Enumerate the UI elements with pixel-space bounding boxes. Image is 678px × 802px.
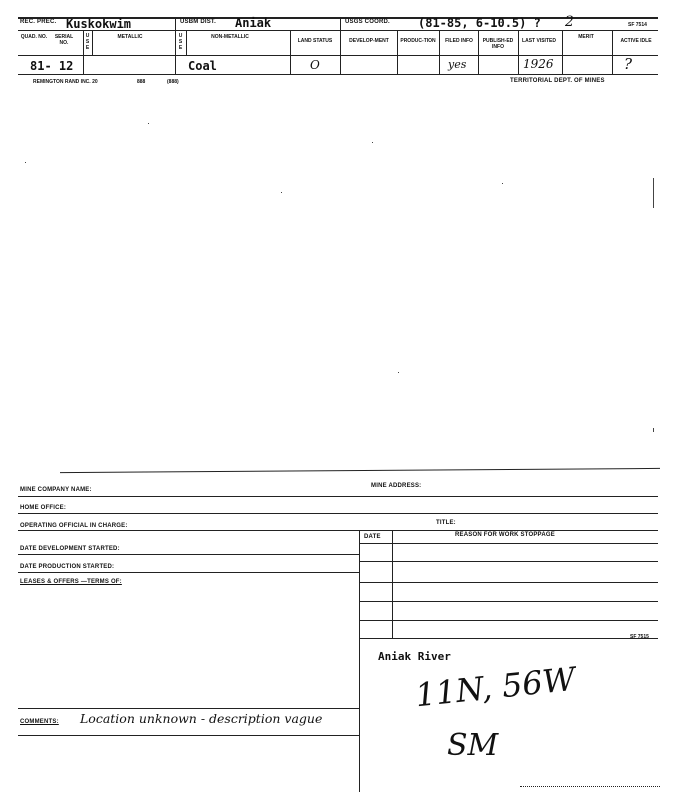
mine-company-name-label: MINE COMPANY NAME: (20, 487, 92, 493)
scan-speck (398, 372, 399, 373)
usgs-coord-value: (81-85, 6-10.5) ? (418, 16, 541, 30)
usgs-coord-mark: 2 (565, 14, 574, 30)
operating-official-label: OPERATING OFFICIAL IN CHARGE: (20, 523, 128, 529)
rule (18, 530, 658, 531)
divider (392, 530, 393, 638)
divider (397, 30, 398, 75)
rec-prec-label: REC. PREC. (20, 19, 57, 25)
col-merit: MERIT (578, 34, 594, 40)
location-hand-2: SM (447, 728, 499, 763)
col-development: DEVELOP-MENT (349, 38, 389, 44)
divider (612, 30, 613, 75)
comments-label: COMMENTS: (20, 719, 59, 725)
usgs-coord-label: USGS COORD. (345, 19, 390, 25)
scan-speck (653, 428, 654, 432)
rule (18, 496, 658, 497)
printer-code-2: (888) (167, 79, 179, 85)
col-serial-no: SERIAL NO. (54, 34, 74, 46)
divider (186, 30, 187, 55)
divider (562, 30, 563, 75)
col-metallic: METALLIC (117, 34, 143, 40)
col-non-metallic: NON-METALLIC (211, 34, 249, 40)
bottom-faint-rule (520, 786, 660, 787)
comments-value: Location unknown - description vague (80, 711, 323, 726)
header-rule-3 (18, 55, 658, 56)
printer-code: 888 (137, 79, 146, 85)
divider (92, 30, 93, 55)
active-idle-value: ? (624, 55, 633, 73)
rec-prec-value: Kuskokwim (66, 17, 132, 31)
col-last-visited: LAST VISITED (522, 38, 556, 44)
form-code-2: SF 7515 (630, 634, 649, 640)
rule (18, 513, 658, 514)
filed-info-value: yes (448, 58, 467, 71)
rule (359, 582, 658, 583)
title-label: TITLE: (436, 520, 456, 526)
divider (175, 17, 176, 75)
scan-speck (148, 123, 149, 124)
col-use-1: U S E (85, 33, 90, 51)
territorial-dept: TERRITORIAL DEPT. OF MINES (510, 78, 605, 84)
rule (18, 572, 359, 573)
divider (439, 30, 440, 75)
home-office-label: HOME OFFICE: (20, 505, 67, 511)
reason-col-label: REASON FOR WORK STOPPAGE (455, 532, 555, 538)
rule (18, 554, 359, 555)
divider (478, 30, 479, 75)
col-published-info: PUBLISH-ED INFO (482, 38, 514, 50)
scan-speck (281, 192, 282, 193)
col-filed-info: FILED INFO (445, 38, 473, 44)
section-top-rule (60, 468, 660, 473)
leases-offers-label: LEASES & OFFERS —TERMS OF: (20, 579, 122, 585)
mine-address-label: MINE ADDRESS: (371, 483, 422, 489)
quad-serial-value: 81- 12 (30, 59, 74, 73)
land-status-value: O (310, 58, 320, 72)
col-active-idle: ACTIVE IDLE (620, 38, 652, 44)
scan-speck (502, 183, 503, 184)
rule (359, 601, 658, 602)
location-typed: Aniak River (378, 650, 451, 663)
date-prod-started-label: DATE PRODUCTION STARTED: (20, 564, 115, 570)
col-land-status: LAND STATUS (297, 38, 333, 44)
non-metallic-value: Coal (188, 59, 217, 73)
form-code: SF 7514 (628, 22, 647, 28)
rule (359, 543, 658, 544)
printer-imprint: REMINGTON RAND INC. 20 (33, 79, 98, 85)
usbm-dist-value: Aniak (235, 16, 272, 30)
rule (359, 561, 658, 562)
col-use-2: U S E (178, 33, 183, 51)
scan-speck (372, 142, 373, 143)
scan-speck (25, 162, 26, 163)
rule (18, 708, 359, 709)
header-bottom-rule (18, 74, 658, 75)
divider (359, 530, 360, 792)
location-hand-1: 11N, 56W (413, 659, 578, 715)
col-production: PRODUC-TION (400, 38, 436, 44)
rule (359, 638, 658, 639)
date-dev-started-label: DATE DEVELOPMENT STARTED: (20, 546, 120, 552)
divider (83, 30, 84, 75)
last-visited-value: 1926 (523, 57, 554, 71)
rule (359, 620, 658, 621)
rule (18, 735, 359, 736)
date-col-label: DATE (364, 534, 381, 540)
divider (340, 17, 341, 75)
scan-speck (653, 178, 654, 208)
usbm-dist-label: USBM DIST. (180, 19, 217, 25)
divider (290, 30, 291, 75)
col-quad-no: QUAD. NO. (20, 34, 48, 40)
divider (518, 30, 519, 75)
